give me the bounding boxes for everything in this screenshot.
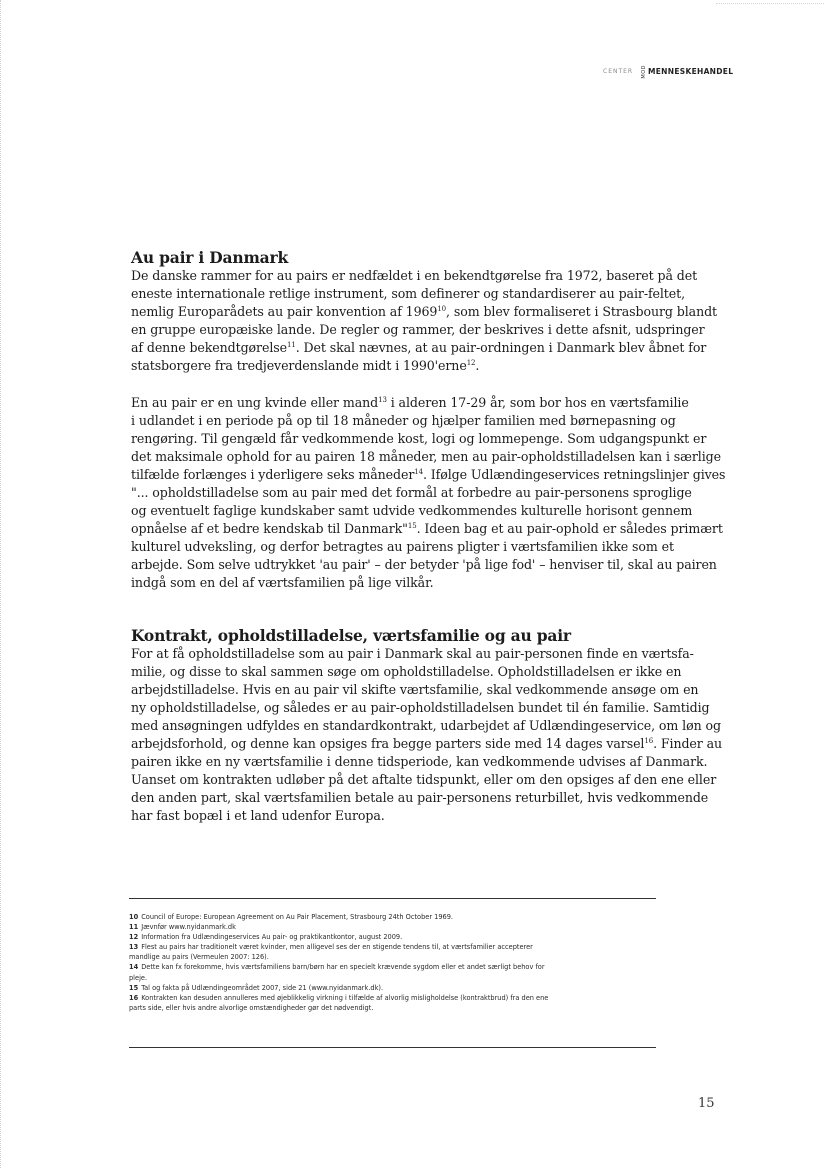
footnote-divider-bottom [129, 1047, 656, 1048]
footnote-text-cont: pleje. [129, 973, 148, 982]
text-line: eneste internationale retlige instrument, som definerer og standardiserer au pair-feltet, [131, 286, 685, 301]
footnote-number: 12 [129, 933, 139, 942]
footnote-text: Tal og fakta på Udlændingeområdet 2007, side 21 (www.nyidanmark.dk). [141, 983, 384, 992]
text-line: kulturel udveksling, og derfor betragtes au pairens pligter i værtsfamilien ikke som et [131, 539, 674, 554]
header-center-text: CENTER [603, 68, 634, 75]
text-line: i udlandet i en periode på op til 18 måneder og hjælper familien med børnepasning og [131, 413, 676, 428]
text-line: rengøring. Til gengæld får vedkommende kost, logi og lommepenge. Som udgangspunkt er [131, 431, 707, 446]
text-segment: . [475, 358, 480, 373]
text-segment: . Ifølge Udlændingeservices retningslinjer gives [423, 467, 726, 482]
footnote-text: Kontrakten kan desuden annulleres med øjeblikkelig virkning i tilfælde af alvorlig misligholdelse (kontraktbrud) fra den ene [141, 993, 549, 1002]
text-line: har fast bopæl i et land udenfor Europa. [131, 808, 385, 823]
text-line [131, 339, 716, 357]
text-segment: tilfælde forlænges i yderligere seks måneder [131, 467, 415, 482]
text-line [131, 466, 726, 484]
footnote-text-cont: mandlige au pairs (Vermeulen 2007: 126). [129, 953, 269, 962]
text-line: arbejde. Som selve udtrykket 'au pair' – der betyder 'på lige fod' – henviser til, skal au pairen [131, 557, 717, 572]
text-segment: . Det skal nævnes, at au pair-ordningen i Danmark blev åbnet for [295, 340, 707, 355]
footnote-item [129, 983, 669, 993]
page-number: 15 [698, 1096, 715, 1111]
section-heading-kontrakt: Kontrakt, opholdstilladelse, værtsfamilie og au pair [131, 626, 571, 645]
text-segment: nemlig Europarådets au pair konvention af 1969 [131, 304, 438, 319]
text-segment: En au pair er en ung kvinde eller mand [131, 395, 379, 410]
footnote-number: 16 [129, 993, 139, 1002]
footnote-text: Jævnfør www.nyidanmark.dk [141, 923, 236, 932]
text-line: ny opholdstilladelse, og således er au pair-opholdstilladelsen bundet til én familie. Samtidig [131, 700, 710, 715]
paragraph-2 [131, 394, 726, 592]
text-line [131, 394, 716, 412]
footnote-ref: 10 [437, 304, 447, 313]
scan-edge-top [716, 3, 824, 4]
footnote-text: Dette kan fx forekomme, hvis værtsfamiliens barn/børn har en specielt krævende sygdom eller et andet særligt behov for [141, 963, 545, 972]
footnote-number: 13 [129, 943, 139, 952]
footnote-text: Flest au pairs har traditionelt været kvinder, men alligevel ses der en stigende tendens til, at værtsfamilier accepterer [141, 943, 533, 952]
footnote-number: 11 [129, 923, 139, 932]
footnote-number: 10 [129, 913, 139, 921]
footnote-number: 14 [129, 963, 139, 972]
footnote-item [129, 942, 669, 962]
text-line: en gruppe europæiske lande. De regler og rammer, der beskrives i dette afsnit, udspringer [131, 322, 705, 337]
footnote-text: Information fra Udlændingeservices Au pair- og praktikantkontor, august 2009. [141, 933, 403, 942]
footnote-ref: 14 [414, 467, 423, 476]
text-line: den anden part, skal værtsfamilien betale au pair-personens returbillet, hvis vedkommende [131, 790, 709, 805]
footnote-ref: 16 [644, 736, 654, 745]
text-line: indgå som en del af værtsfamilien på lige vilkår. [131, 575, 434, 590]
text-segment: opnåelse af et bedre kendskab til Danmark" [131, 521, 408, 536]
footnote-ref: 12 [466, 358, 476, 367]
footnote-item [129, 962, 669, 982]
footnote-ref: 15 [407, 521, 417, 530]
text-line [131, 520, 723, 538]
footnote-ref: 11 [286, 340, 296, 349]
footnote-divider-top [129, 898, 656, 899]
footnote-item [129, 993, 669, 1013]
scan-edge [0, 0, 2, 1168]
text-segment: . Ideen bag et au pair-ophold er således primært [416, 521, 723, 536]
footnote-text-cont: parts side, eller hvis andre alvorlige omstændigheder gør det nødvendigt. [129, 1003, 374, 1012]
footnote-number: 15 [129, 983, 139, 992]
footnote-item [129, 932, 669, 942]
paragraph-1 [131, 267, 716, 375]
text-segment: i alderen 17-29 år, som bor hos en værtsfamilie [386, 395, 689, 410]
text-line [131, 303, 716, 321]
text-line: For at få opholdstilladelse som au pair i Danmark skal au pair-personen finde en værtsfa- [131, 646, 694, 661]
text-segment: . Finder au [653, 736, 723, 751]
text-segment: af denne bekendtgørelse [131, 340, 287, 355]
text-segment: , som blev formaliseret i Strasbourg blandt [446, 304, 718, 319]
header-mod-text: MOD [641, 65, 647, 79]
text-segment: arbejdsforhold, og denne kan opsiges fra begge parters side med 14 dages varsel [131, 736, 645, 751]
text-line: og eventuelt faglige kundskaber samt udvide vedkommendes kulturelle horisont gennem [131, 503, 693, 518]
text-line: med ansøgningen udfyldes en standardkontrakt, udarbejdet af Udlændingeservice, om løn og [131, 718, 721, 733]
text-line: pairen ikke en ny værtsfamilie i denne tidsperiode, kan vedkommende udvises af Danmark. [131, 754, 708, 769]
text-line: De danske rammer for au pairs er nedfældet i en bekendtgørelse fra 1972, baseret på det [131, 268, 698, 283]
text-line: milie, og disse to skal sammen søge om opholdstilladelse. Opholdstilladelsen er ikke en [131, 664, 682, 679]
text-line: Uanset om kontrakten udløber på det aftalte tidspunkt, eller om den opsiges af den ene eller [131, 772, 717, 787]
text-line: det maksimale ophold for au pairen 18 måneder, men au pair-opholdstilladelsen kan i særlige [131, 449, 721, 464]
footnote-text: Council of Europe: European Agreement on Au Pair Placement, Strasbourg 24th October 1969. [141, 913, 454, 921]
footnote-ref: 13 [378, 395, 387, 404]
page-header [603, 64, 753, 80]
text-line [131, 357, 716, 375]
header-name-text: MENNESKEHANDEL [648, 67, 734, 76]
footnote-item [129, 922, 669, 932]
footnotes [129, 912, 669, 1013]
section-heading-au-pair: Au pair i Danmark [131, 248, 289, 267]
text-line [131, 735, 723, 753]
main-content [131, 248, 726, 825]
text-line: arbejdstilladelse. Hvis en au pair vil skifte værtsfamilie, skal vedkommende ansøge om en [131, 682, 699, 697]
paragraph-3 [131, 645, 723, 825]
footnote-item [129, 912, 669, 922]
text-line: "... opholdstilladelse som au pair med det formål at forbedre au pair-personens sproglige [131, 485, 692, 500]
text-segment: statsborgere fra tredjeverdenslande midt i 1990'erne [131, 358, 467, 373]
